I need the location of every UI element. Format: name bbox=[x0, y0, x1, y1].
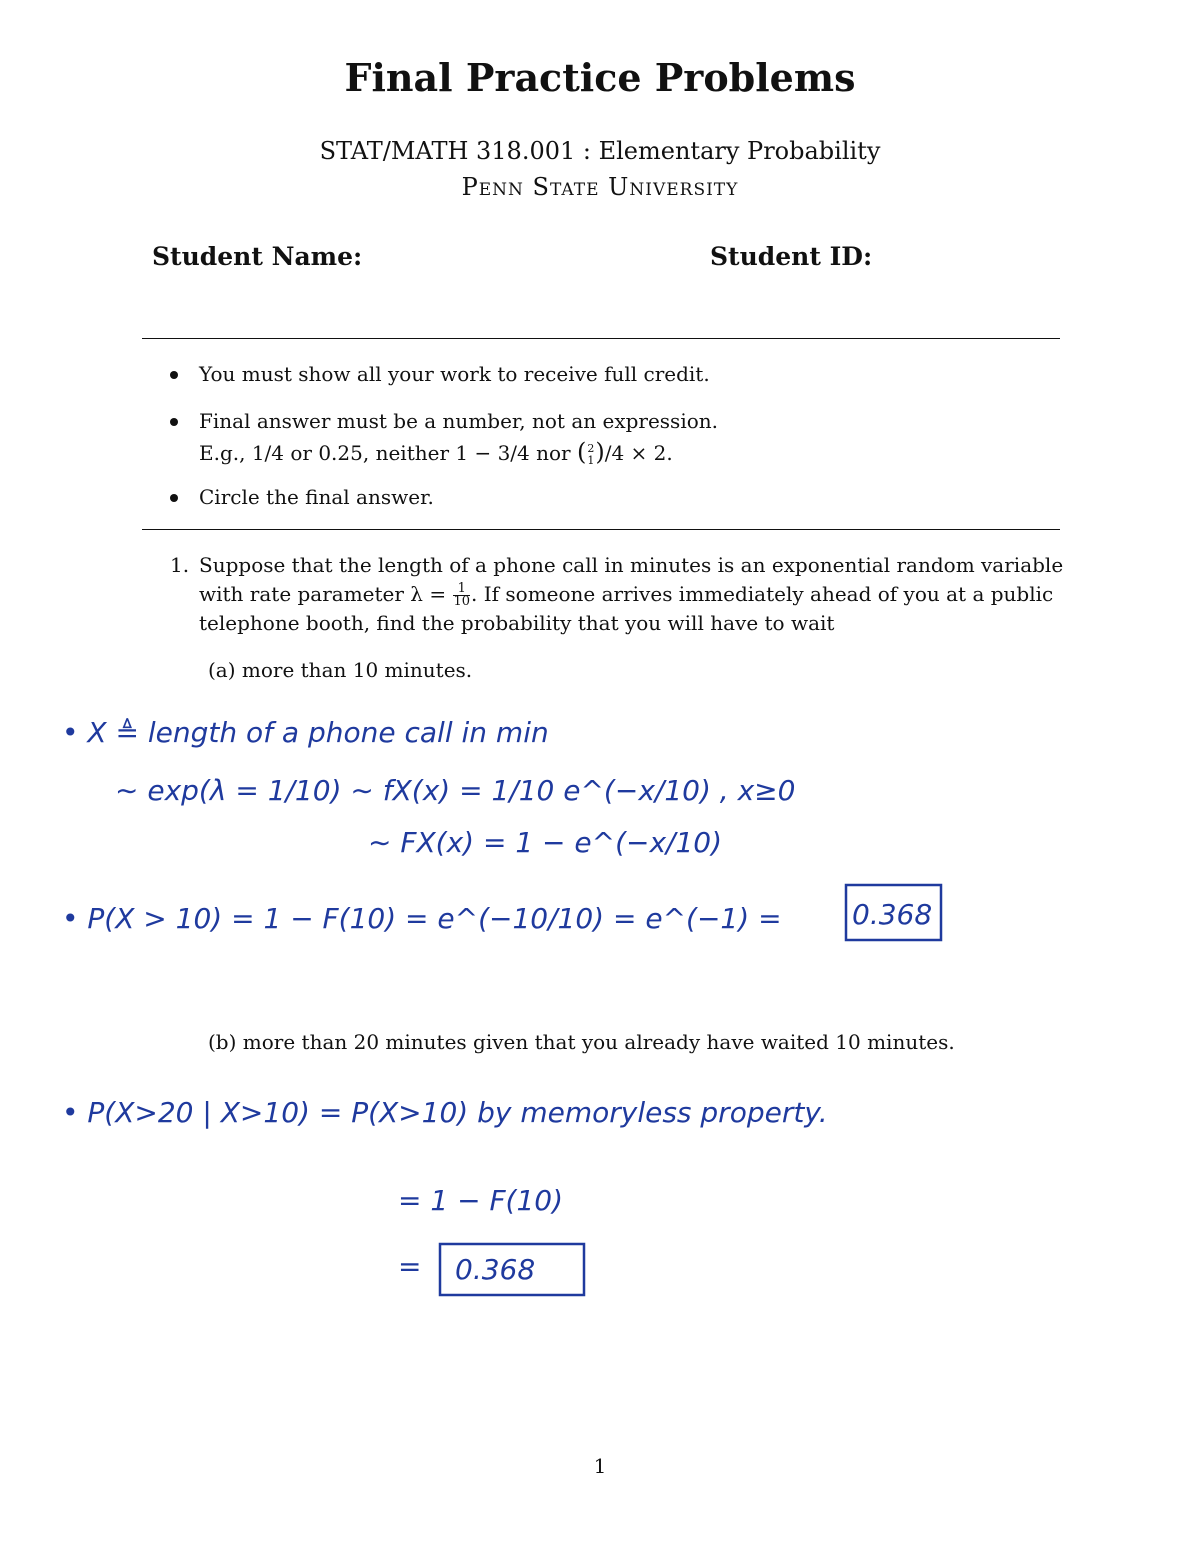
problem-text-line: Suppose that the length of a phone call in minutes is an exponential random variable bbox=[199, 553, 1064, 577]
part-a-question: (a) more than 10 minutes. bbox=[208, 658, 473, 682]
handwritten-line: = bbox=[398, 1250, 422, 1283]
university-name: Penn State University bbox=[461, 173, 739, 201]
problem-text-line: telephone booth, find the probability that you will have to wait bbox=[199, 611, 835, 635]
problem-number: 1. bbox=[170, 553, 190, 577]
handwritten-line: = 1 − F(10) bbox=[398, 1184, 564, 1217]
part-b-question: (b) more than 20 minutes given that you already have waited 10 minutes. bbox=[208, 1030, 955, 1054]
handwritten-line: • P(X > 10) = 1 − F(10) = e^(−10/10) = e^(−1) = bbox=[62, 902, 782, 935]
student-name-label: Student Name: bbox=[152, 242, 363, 271]
answer-value: 0.368 bbox=[455, 1253, 536, 1286]
page-title: Final Practice Problems bbox=[344, 55, 856, 100]
handwritten-line: ∼ FX(x) = 1 − e^(−x/10) bbox=[368, 826, 723, 859]
instruction-example: E.g., 1/4 or 0.25, neither 1 − 3/4 nor ( 2 1 )/4 × 2. bbox=[199, 438, 673, 467]
handwritten-line: • P(X>20 | X>10) = P(X>10) by memoryless property. bbox=[62, 1096, 828, 1129]
page-number: 1 bbox=[593, 1454, 607, 1478]
course-name: STAT/MATH 318.001 : Elementary Probability bbox=[319, 137, 881, 165]
student-id-label: Student ID: bbox=[710, 242, 873, 271]
problem-text-line: with rate parameter λ = $\frac{1}{10}$ . If someone arrives immediately ahead of you at a public bbox=[199, 581, 1054, 609]
answer-value: 0.368 bbox=[852, 898, 933, 931]
handwritten-line: ∼ exp(λ = 1/10) ∼ fX(x) = 1/10 e^(−x/10) , x≥0 bbox=[115, 774, 796, 807]
handwritten-line: • X ≜ length of a phone call in min bbox=[62, 716, 549, 749]
